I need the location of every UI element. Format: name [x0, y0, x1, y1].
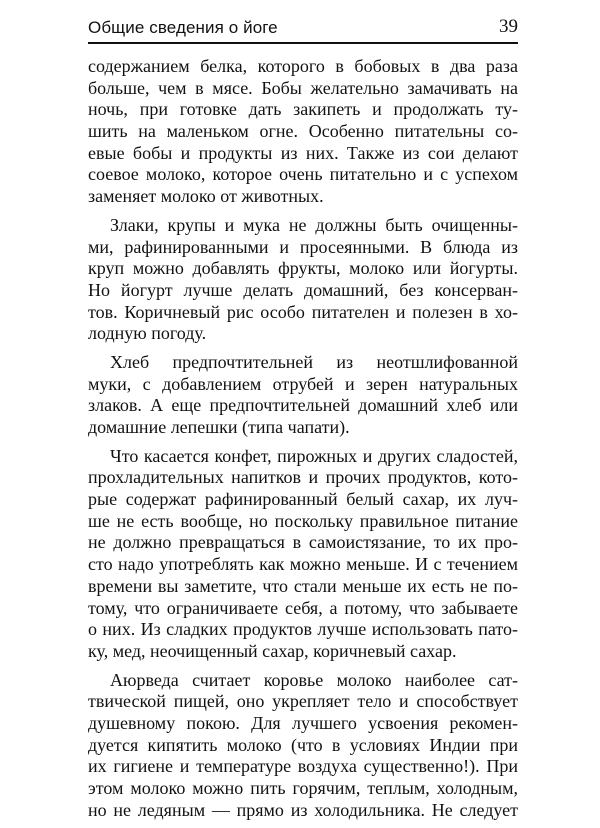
text-line: тому, что ограничиваете себя, а потому, что забываете [88, 597, 518, 618]
text-line: заменяет молоко от животных. [88, 186, 324, 207]
paragraph-ayurveda-milk [88, 670, 518, 822]
text-line: ку, мед, неочищенный сахар, коричневый сахар. [88, 640, 457, 661]
text-line: не должно превращаться в самоистязание, то их про- [88, 532, 518, 553]
text-line: ше не есть вообще, но поскольку правильное питание [88, 510, 518, 531]
text-line: рые содержат рафинированный белый сахар, их луч- [88, 489, 518, 510]
text-line: содержанием белка, которого в бобовых в два раза [88, 56, 518, 76]
text-line: соевое молоко, которое очень питательно и с успехом [88, 164, 518, 185]
paragraph-sweets [88, 446, 518, 663]
body-text [88, 56, 518, 828]
section-title: Общие сведения о йоге [88, 18, 278, 37]
text-line: душевному покою. Для лучшего усвоения рекомен- [88, 712, 518, 733]
text-line: твической пищей, оно укрепляет тело и способствует [88, 691, 518, 712]
text-line: тов. Коричневый рис особо питателен и полезен в хо- [88, 301, 518, 322]
paragraph-legumes [88, 56, 518, 208]
text-line: шить на маленьком огне. Особенно питательны со- [88, 121, 518, 142]
text-line: прохладительных напитков и прочих продуктов, кото- [88, 467, 518, 488]
text-line: дуется кипятить молоко (что в условиях Индии при [88, 734, 518, 755]
text-line: Аюрведа считает коровье молоко наиболее сат- [110, 669, 518, 690]
page-number: 39 [499, 16, 518, 37]
text-line: времени вы заметите, что стали меньше их есть не по- [88, 575, 518, 596]
text-line: лодную погоду. [88, 323, 207, 344]
text-line: Но йогурт лучше делать домашний, без консерван- [88, 279, 518, 300]
text-line: Что касается конфет, пирожных и других сладостей, [110, 445, 518, 466]
text-line: ночь, при готовке дать закипеть и продолжать ту- [88, 99, 518, 120]
text-line: ми, рафинированными и просеянными. В блюда из [88, 236, 518, 257]
text-line: злаков. А еще предпочтительней домашний хлеб или [88, 395, 518, 416]
text-line: этом молоко можно пить горячим, теплым, холодным, [88, 778, 518, 798]
text-line: круп можно добавлять фрукты, молоко или йогурты. [88, 258, 518, 279]
text-line: Злаки, крупы и мука не должны быть очищенны- [110, 214, 518, 235]
text-line: муки, с добавлением отрубей и зерен натуральных [88, 373, 518, 394]
text-line: больше, чем в мясе. Бобы желательно замачивать на [88, 77, 518, 98]
text-line: сто надо употреблять как можно меньше. И с течением [88, 554, 518, 575]
text-line: о них. Из сладких продуктов лучше использовать пато- [88, 619, 518, 640]
paragraph-grains [88, 215, 518, 345]
text-line: Хлеб предпочтительней из неотшлифованной [110, 351, 518, 372]
text-line: домашние лепешки (типа чапати). [88, 417, 350, 437]
text-line: их гигиене и температуре воздуха существенно!). При [88, 756, 518, 777]
text-line: евые бобы и продукты из них. Также из сои делают [88, 142, 518, 163]
paragraph-bread [88, 352, 518, 439]
running-head [88, 12, 518, 44]
text-line: но не ледяным — прямо из холодильника. Не следует [88, 799, 518, 820]
